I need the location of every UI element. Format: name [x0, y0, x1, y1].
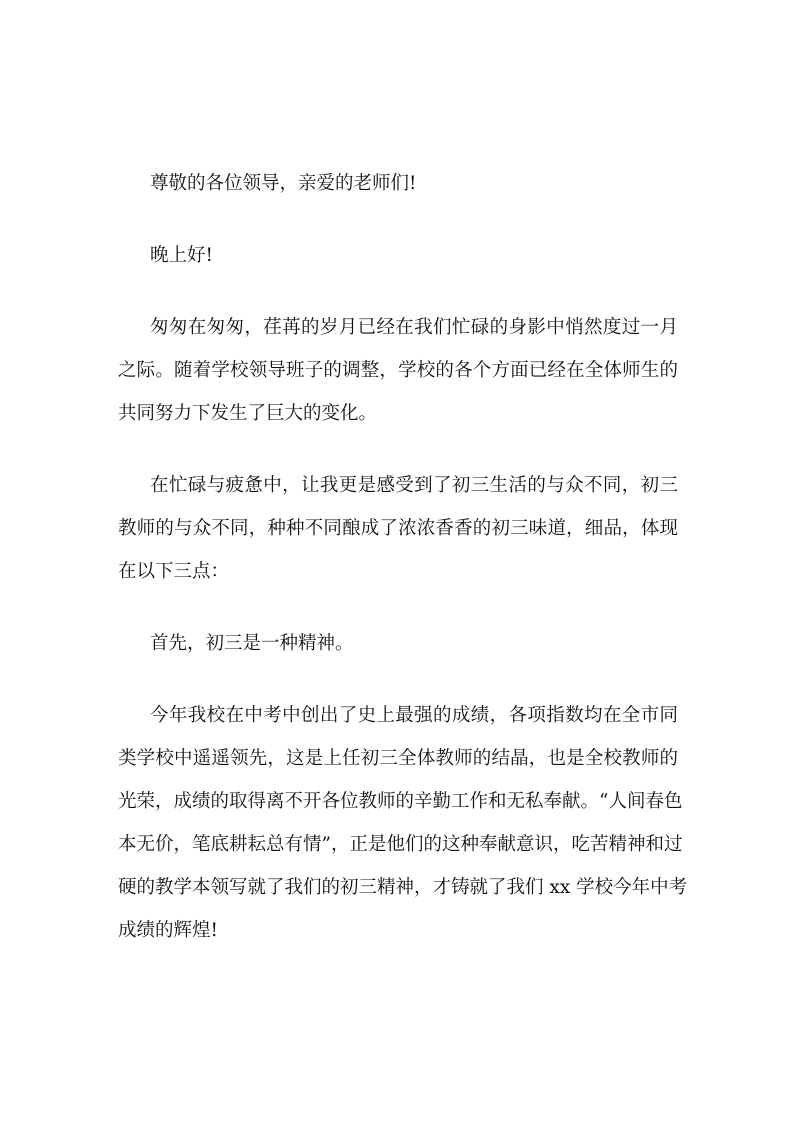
paragraph	[118, 306, 678, 435]
paragraph-line: 尊敬的各位领导，亲爱的老师们!	[150, 173, 417, 194]
document-page	[118, 162, 688, 981]
paragraph	[118, 464, 678, 593]
paragraph-line: 首先，初三是一种精神。	[150, 633, 354, 654]
paragraph-line: 在忙碌与疲惫中，让我更是感受到了初三生活的与众不同，初三	[150, 475, 678, 496]
paragraph	[118, 162, 678, 205]
paragraph	[118, 694, 688, 952]
paragraph-line: 教师的与众不同，种种不同酿成了浓浓香香的初三味道，细品，体现	[118, 518, 678, 539]
paragraph-line: 光荣，成绩的取得离不开各位教师的辛勤工作和无私奉献。“人间春色	[118, 791, 683, 812]
paragraph-line: 匆匆在匆匆，荏苒的岁月已经在我们忙碌的身影中悄然度过一月	[150, 317, 678, 338]
paragraph-line: 类学校中遥遥领先，这是上任初三全体教师的结晶，也是全校教师的	[118, 748, 678, 769]
paragraph-line: 晚上好!	[150, 245, 213, 266]
paragraph	[118, 622, 678, 665]
paragraph-line: 成绩的辉煌!	[118, 920, 218, 941]
paragraph-line: 在以下三点：	[118, 561, 230, 582]
paragraph-line: 硬的教学本领写就了我们的初三精神，才铸就了我们 xx 学校今年中考	[118, 877, 688, 898]
paragraph	[118, 234, 678, 277]
paragraph-line: 共同努力下发生了巨大的变化。	[118, 403, 378, 424]
paragraph-line: 之际。随着学校领导班子的调整，学校的各个方面已经在全体师生的	[118, 360, 678, 381]
paragraph-line: 今年我校在中考中创出了史上最强的成绩，各项指数均在全市同	[150, 705, 678, 726]
paragraph-line: 本无价，笔底耕耘总有情”，正是他们的这种奉献意识，吃苦精神和过	[118, 834, 683, 855]
